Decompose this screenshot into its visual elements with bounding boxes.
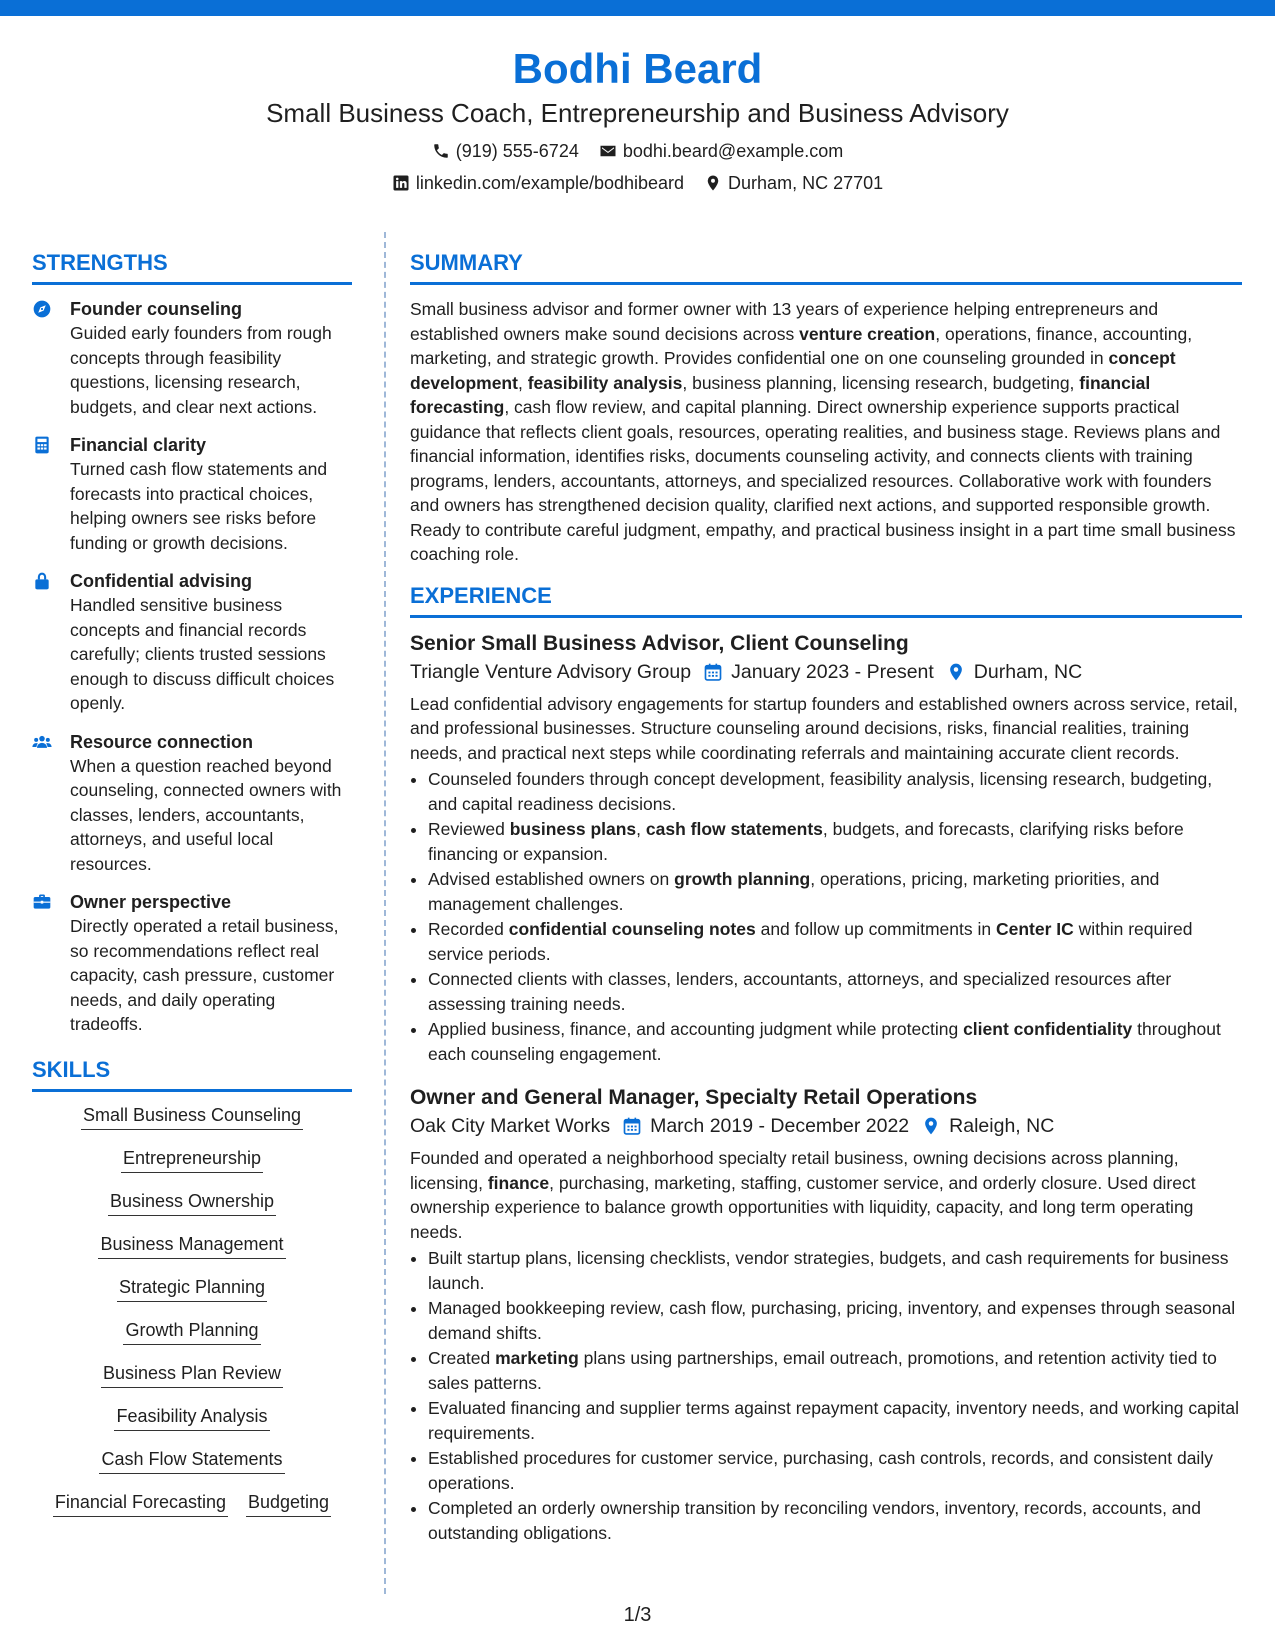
experience-list xyxy=(410,630,1242,1546)
strength-item xyxy=(32,890,352,1037)
job-location-group xyxy=(921,1112,1054,1140)
skill-row xyxy=(117,1276,267,1302)
bullet-item: • Applied business, finance, and accounting judgment while protecting client confidentiality throughout each counseling engagement. xyxy=(428,1017,1242,1066)
strength-body xyxy=(70,297,352,419)
strength-text: When a question reached beyond counseling, connected owners with classes, lenders, accountants, attorneys, and useful local resources. xyxy=(70,755,342,874)
job-company: Oak City Market Works xyxy=(410,1115,611,1137)
strength-item xyxy=(32,433,352,555)
skill-tag: Strategic Planning xyxy=(117,1276,267,1302)
skill-tag: Business Ownership xyxy=(108,1190,276,1216)
bullet-item: • Built startup plans, licensing checklists, vendor strategies, budgets, and cash requirements for business launch. xyxy=(428,1246,1242,1295)
page-number: 1/3 xyxy=(623,1604,652,1626)
strength-body xyxy=(70,890,352,1037)
column-divider xyxy=(384,232,386,1594)
skill-tag: Growth Planning xyxy=(123,1319,260,1345)
bullet-item: • Advised established owners on growth planning, operations, pricing, marketing priorities, and management challenges. xyxy=(428,867,1242,916)
job-bullets xyxy=(410,1246,1242,1545)
map-pin-icon xyxy=(921,1116,941,1136)
strength-title: Resource connection xyxy=(70,731,254,752)
strength-text: Turned cash flow statements and forecasts into practical choices, helping owners see risks before funding or growth decisions. xyxy=(70,459,328,553)
job-dates: March 2019 - December 2022 xyxy=(650,1115,910,1137)
skill-tag: Budgeting xyxy=(246,1491,331,1517)
bullet-item: • Connected clients with classes, lenders, accountants, attorneys, and specialized resources after assessing training needs. xyxy=(428,967,1242,1016)
bullet-item: • Reviewed business plans, cash flow statements, budgets, and forecasts, clarifying risks before financing or expansion. xyxy=(428,817,1242,866)
job-dates: January 2023 - Present xyxy=(731,660,934,683)
strength-title: Founder counseling xyxy=(70,299,243,319)
strength-title: Owner perspective xyxy=(70,892,232,912)
calendar-icon xyxy=(703,662,723,682)
strength-title: Financial clarity xyxy=(70,435,207,455)
skill-row xyxy=(98,1233,285,1259)
skill-row xyxy=(101,1362,283,1388)
skill-tag: Financial Forecasting xyxy=(53,1491,228,1517)
strengths-heading: STRENGTHS xyxy=(32,250,352,285)
job-location-group xyxy=(946,658,1082,686)
summary-text: Small business advisor and former owner with 13 years of experience helping entrepreneurs and established owners make sound decisions across venture creation, operations, finance, accounting, marketing, and strategic growth. Provides confidential one on one counseling grounded in concept development, feasibility analysis, business planning, licensing research, budgeting, financial forecasting, cash flow review, and capital planning. Direct ownership experience supports practical guidance that reflects client goals, resources, operating realities, and business stage. Reviews plans and financial information, identifies risks, documents counseling activity, and connects clients with training programs, lenders, accountants, attorneys, and specialized resources. Collaborative work with founders and owners has strengthened decision quality, clarified next actions, and supported responsible growth. Ready to contribute careful judgment, empathy, and practical business insight in a part time small business coaching role. xyxy=(410,299,1236,564)
briefcase-icon xyxy=(32,890,56,1037)
bullet-item: • Established procedures for customer service, purchasing, cash controls, records, and consistent daily operations. xyxy=(428,1446,1242,1495)
calendar-icon xyxy=(622,1116,642,1136)
strength-item xyxy=(32,730,352,877)
envelope-icon xyxy=(599,142,617,160)
map-pin-icon xyxy=(946,662,966,682)
lock-icon xyxy=(32,569,56,716)
calculator-icon xyxy=(32,433,56,555)
linkedin-text[interactable]: linkedin.com/example/bodhibeard xyxy=(415,173,685,193)
job-location: Raleigh, NC xyxy=(949,1115,1055,1137)
skill-row xyxy=(114,1405,269,1431)
phone-text: (919) 555-6724 xyxy=(455,141,579,161)
bullet-item: • Counseled founders through concept development, feasibility analysis, licensing research, budgeting, and capital readiness decisions. xyxy=(428,767,1242,816)
skill-tag: Feasibility Analysis xyxy=(114,1405,269,1431)
job-entry xyxy=(410,1084,1242,1545)
experience-heading: EXPERIENCE xyxy=(410,583,1242,618)
skill-tag: Cash Flow Statements xyxy=(99,1448,284,1474)
strength-body xyxy=(70,569,352,716)
skill-tag: Business Management xyxy=(98,1233,285,1259)
left-column xyxy=(32,250,352,1534)
compass-icon xyxy=(32,297,56,419)
contact-phone xyxy=(432,140,579,162)
job-location: Durham, NC xyxy=(973,660,1083,683)
skills-heading: SKILLS xyxy=(32,1057,352,1092)
summary-heading: SUMMARY xyxy=(410,250,1242,285)
job-company: Triangle Venture Advisory Group xyxy=(410,660,692,683)
job-description: Lead confidential advisory engagements for startup founders and established owners across service, retail, and professional businesses. Structure counseling around decisions, risks, financial realities, training needs, and practical next steps while coordinating referrals and maintaining accurate client records. xyxy=(410,693,1238,763)
location-text: Durham, NC 27701 xyxy=(728,173,884,193)
contact-email[interactable] xyxy=(599,140,843,162)
job-description: Founded and operated a neighborhood specialty retail business, owning decisions across planning, licensing, finance, purchasing, marketing, staffing, customer service, and orderly closure. Used direct ownership experience to balance growth opportunities with liquidity, capacity, and long term operating needs. xyxy=(410,1148,1196,1242)
candidate-name: Bodhi Beard xyxy=(512,45,763,92)
bullet-item: • Recorded confidential counseling notes and follow up commitments in Center IC within required service periods. xyxy=(428,917,1242,966)
job-meta xyxy=(410,658,1242,686)
bullet-item: • Managed bookkeeping review, cash flow, purchasing, pricing, inventory, and expenses through seasonal demand shifts. xyxy=(428,1296,1242,1345)
skill-row xyxy=(121,1147,263,1173)
strength-text: Directly operated a retail business, so recommendations reflect real capacity, cash pressure, customer needs, and daily operating tradeoffs. xyxy=(70,916,339,1034)
contact-row-2 xyxy=(0,172,1275,194)
resume-header xyxy=(0,44,1275,194)
job-bullets xyxy=(410,767,1242,1066)
email-text[interactable]: bodhi.beard@example.com xyxy=(622,141,844,161)
phone-icon xyxy=(432,142,450,160)
bullet-item: • Evaluated financing and supplier terms against repayment capacity, inventory needs, and working capital requirements. xyxy=(428,1396,1242,1445)
strength-title: Confidential advising xyxy=(70,571,253,591)
strengths-list xyxy=(32,297,352,1037)
job-meta xyxy=(410,1112,1242,1140)
skill-row xyxy=(108,1190,276,1216)
job-dates-group xyxy=(622,1112,909,1140)
contact-linkedin[interactable] xyxy=(392,172,684,194)
top-accent-bar xyxy=(0,0,1275,16)
map-pin-icon xyxy=(704,174,722,192)
skills-list xyxy=(32,1104,352,1534)
strength-text: Handled sensitive business concepts and financial records carefully; clients trusted sessions enough to discuss difficult choices openly. xyxy=(70,595,335,713)
job-entry xyxy=(410,630,1242,1067)
skill-row xyxy=(81,1104,303,1130)
strength-item xyxy=(32,297,352,419)
job-dates-group xyxy=(703,658,934,686)
contact-location xyxy=(704,172,883,194)
skill-row xyxy=(53,1491,331,1517)
skill-row xyxy=(99,1448,284,1474)
bullet-item: • Completed an orderly ownership transition by reconciling vendors, inventory, records, accounts, and outstanding obligations. xyxy=(428,1496,1242,1545)
job-title: Owner and General Manager, Specialty Retail Operations xyxy=(410,1086,978,1109)
strength-item xyxy=(32,569,352,716)
candidate-title: Small Business Coach, Entrepreneurship and Business Advisory xyxy=(266,98,1009,128)
contact-row-1 xyxy=(0,140,1275,162)
skill-row xyxy=(123,1319,260,1345)
strength-body xyxy=(70,730,352,877)
strength-text: Guided early founders from rough concepts through feasibility questions, licensing research, budgets, and clear next actions. xyxy=(70,323,332,417)
skill-tag: Entrepreneurship xyxy=(121,1147,263,1173)
job-title: Senior Small Business Advisor, Client Counseling xyxy=(410,631,909,655)
bullet-item: • Created marketing plans using partnerships, email outreach, promotions, and retention activity tied to sales patterns. xyxy=(428,1346,1242,1395)
skill-tag: Small Business Counseling xyxy=(81,1104,303,1130)
linkedin-icon xyxy=(392,174,410,192)
right-column xyxy=(410,250,1242,1546)
strength-body xyxy=(70,433,352,555)
users-icon xyxy=(32,730,56,877)
skill-tag: Business Plan Review xyxy=(101,1362,283,1388)
